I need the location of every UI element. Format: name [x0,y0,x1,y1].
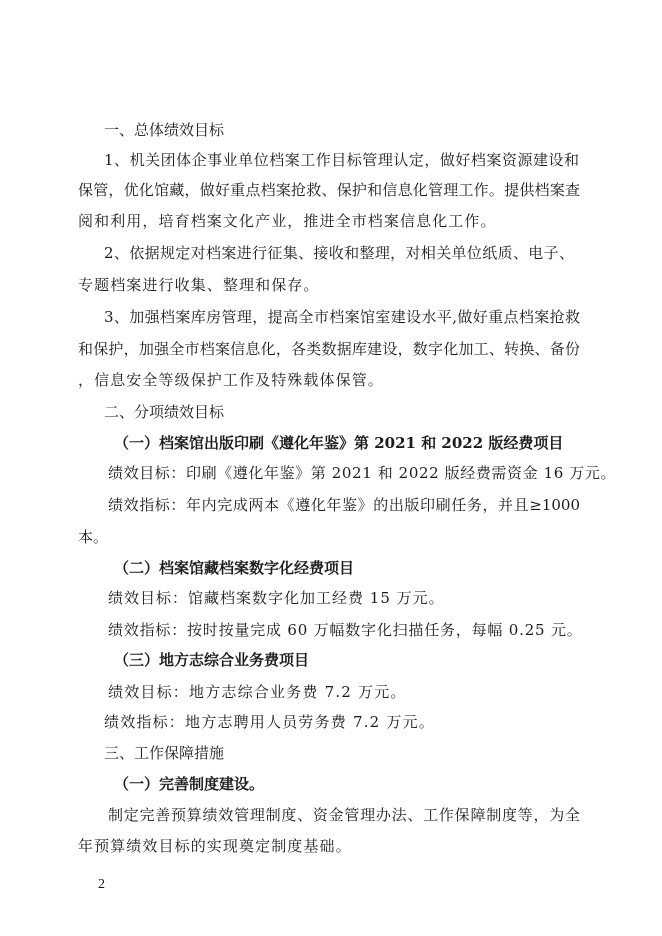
paragraph-line: 保管，优化馆藏，做好重点档案抢救、保护和信息化管理工作。提供档案查 [78,181,580,199]
subsection-heading: （一）档案馆出版印刷《遵化年鉴》第 2021 和 2022 版经费项目 [114,434,564,452]
paragraph-line: 和保护，加强全市档案信息化，各类数据库建设，数字化加工、转换、备份 [78,340,580,358]
performance-goal: 绩效目标：地方志综合业务费 7.2 万元。 [108,683,407,701]
paragraph-line: 专题档案进行收集、整理和保存。 [78,276,320,294]
paragraph-line: 2、依据规定对档案进行征集、接收和整理，对相关单位纸质、电子、 [104,244,574,262]
paragraph-line: ，信息安全等级保护工作及特殊载体保管。 [78,371,384,389]
subsection-heading: （三）地方志综合业务费项目 [114,651,310,669]
section-heading-1: 一、总体绩效目标 [104,121,225,139]
section-heading-2: 二、分项绩效目标 [104,403,225,421]
paragraph-line: 制定完善预算绩效管理制度、资金管理办法、工作保障制度等，为全 [108,806,580,824]
performance-goal: 绩效目标：馆藏档案数字化加工经费 15 万元。 [108,589,445,607]
performance-goal: 绩效目标：印刷《遵化年鉴》第 2021 和 2022 版经费需资金 16 万元。 [108,464,617,482]
paragraph-line: 3、加强档案库房管理，提高全市档案馆室建设水平,做好重点档案抢救 [104,308,580,326]
paragraph-line: 1、机关团体企事业单位档案工作目标管理认定，做好档案资源建设和 [104,151,579,169]
paragraph-line: 阅和利用，培育档案文化产业，推进全市档案信息化工作。 [78,212,497,230]
performance-index: 绩效指标：年内完成两本《遵化年鉴》的出版印刷任务，并且≥1000 [108,496,580,514]
performance-index: 绩效指标：按时按量完成 60 万幅数字化扫描任务，每幅 0.25 元。 [108,621,583,639]
subsection-heading: （一）完善制度建设。 [114,775,265,793]
subsection-heading: （二）档案馆藏档案数字化经费项目 [114,559,355,577]
section-heading-3: 三、工作保障措施 [104,744,225,762]
paragraph-line: 年预算绩效目标的实现奠定制度基础。 [78,837,352,855]
page-number: 2 [98,877,105,892]
performance-index: 绩效指标：地方志聘用人员劳务费 7.2 万元。 [104,713,435,731]
performance-index-cont: 本。 [78,528,109,546]
